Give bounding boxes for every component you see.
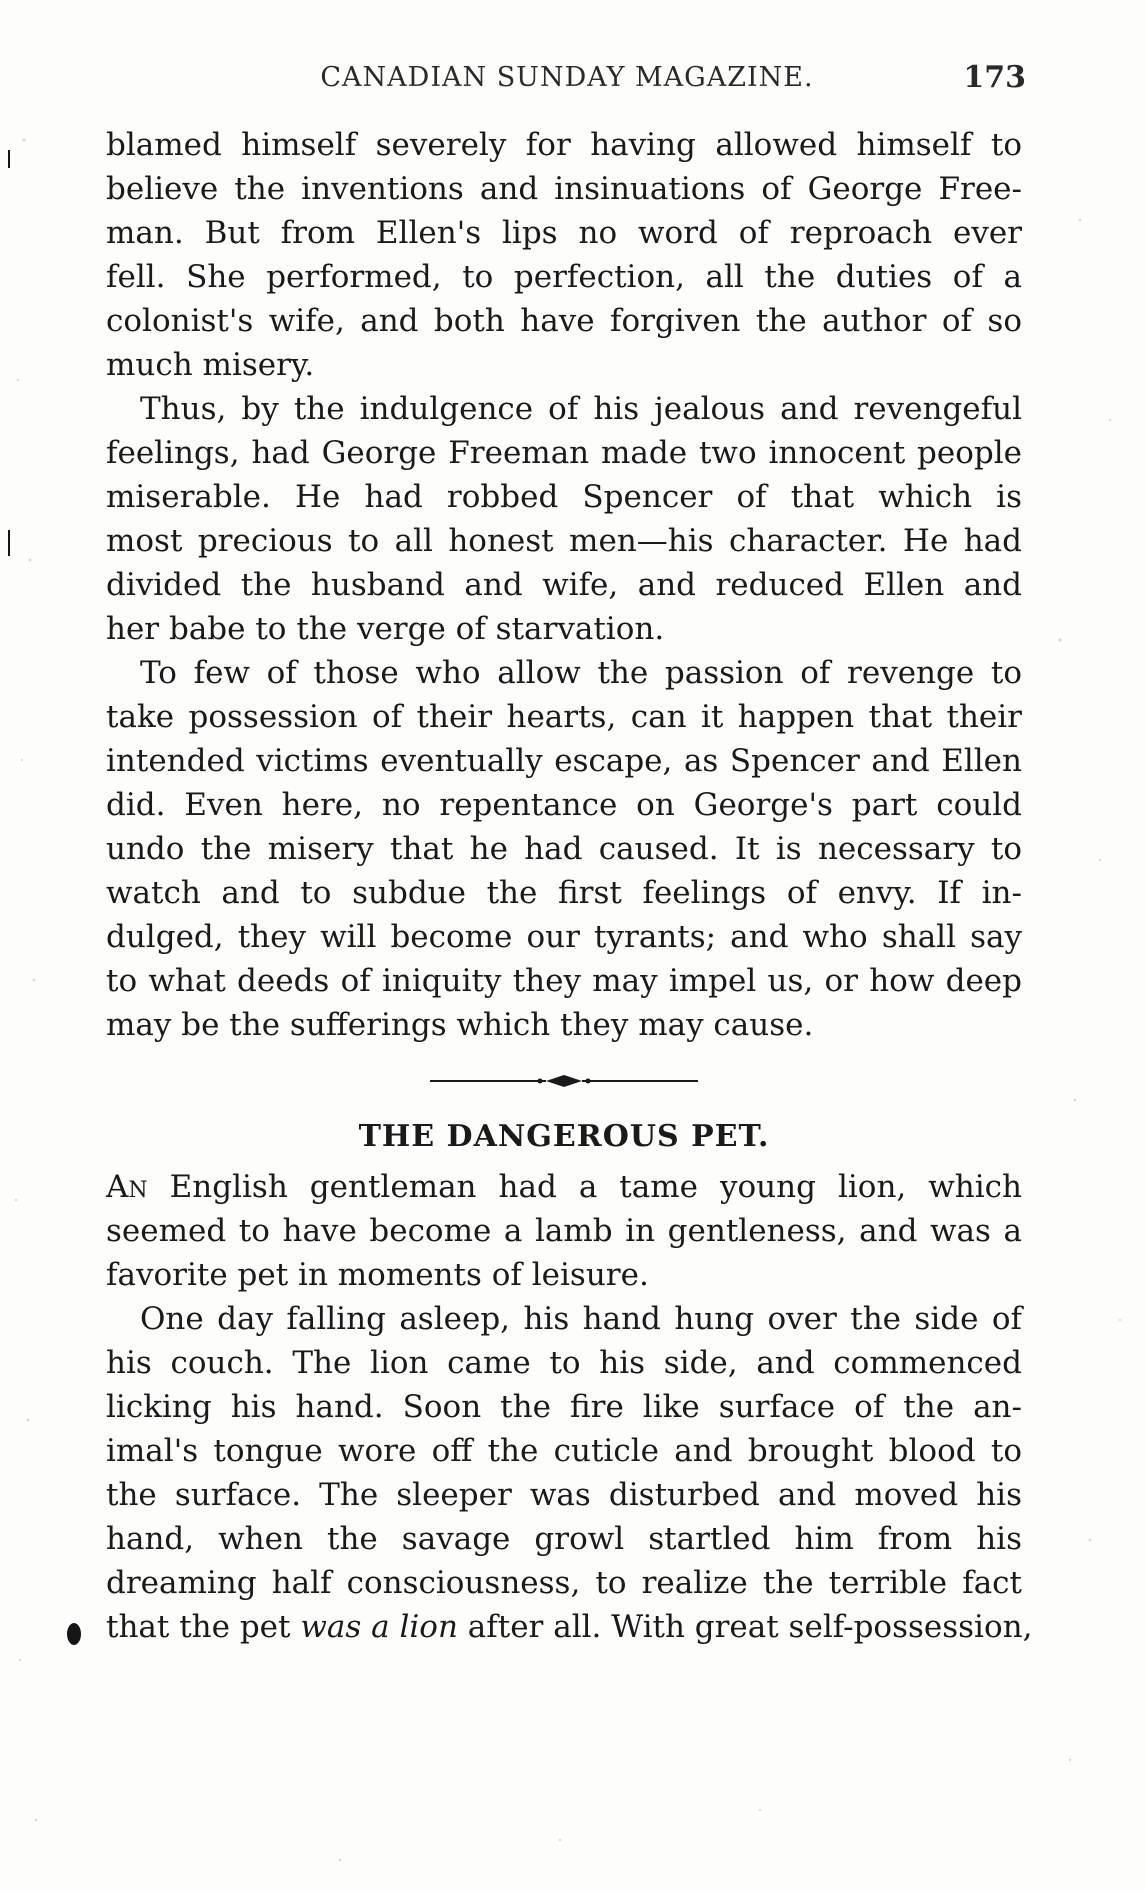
text-line: dulged, they will become our tyrants; and who shall say — [106, 919, 1022, 955]
text-line: miserable. He had robbed Spencer of that which is — [106, 479, 1022, 515]
text-line: much misery. — [106, 347, 315, 383]
line-text: after all. With great self-possession, — [467, 1609, 1033, 1645]
opening-word: An — [106, 1169, 148, 1205]
text-line: divided the husband and wife, and reduced Ellen and — [106, 567, 1022, 603]
text-line: To few of those who allow the passion of revenge to — [140, 655, 1022, 691]
text-line: believe the inventions and insinuations of George Free- — [106, 171, 1022, 207]
text-line: blamed himself severely for having allowed himself to — [106, 127, 1022, 163]
text-line: the surface. The sleeper was disturbed and moved his — [106, 1477, 1022, 1513]
text-line: Thus, by the indulgence of his jealous and revengeful — [140, 391, 1022, 427]
page-number: 173 — [963, 60, 1026, 95]
story-paragraph-2 — [106, 387, 1022, 651]
text-line: colonist's wife, and both have forgiven the author of so — [106, 303, 1022, 339]
text-line: intended victims eventually escape, as Spencer and Ellen — [106, 743, 1022, 779]
text-line: undo the misery that he had caused. It is necessary to — [106, 831, 1022, 867]
text-line: his couch. The lion came to his side, and commenced — [106, 1345, 1022, 1381]
story-paragraph-3 — [106, 651, 1022, 1047]
article-paragraph-1 — [106, 1165, 1022, 1297]
line-text: English gentleman had a tame young lion, which — [169, 1169, 1023, 1205]
text-line: to what deeds of iniquity they may impel us, or how deep — [106, 963, 1022, 999]
text-line: dreaming half consciousness, to realize the terrible fact — [106, 1565, 1022, 1601]
text-line: take possession of their hearts, can it happen that their — [106, 699, 1022, 735]
running-head — [108, 56, 1026, 96]
text-line: did. Even here, no repentance on George's part could — [106, 787, 1022, 823]
page-body — [106, 123, 1033, 1649]
article-title: THE DANGEROUS PET. — [358, 1119, 770, 1154]
text-line: watch and to subdue the first feelings of envy. If in- — [106, 875, 1022, 911]
text-line: imal's tongue wore off the cuticle and brought blood to — [106, 1433, 1022, 1469]
line-text: that the pet — [106, 1609, 291, 1645]
text-line: her babe to the verge of starvation. — [106, 611, 665, 647]
text-line: man. But from Ellen's lips no word of reproach ever — [106, 215, 1022, 251]
article-paragraph-2 — [106, 1297, 1033, 1649]
text-line: seemed to have become a lamb in gentleness, and was a — [106, 1213, 1022, 1249]
text-line — [106, 1165, 1022, 1209]
running-title: CANADIAN SUNDAY MAGAZINE. — [320, 62, 814, 93]
text-line: may be the sufferings which they may cause. — [106, 1007, 814, 1043]
text-line: One day falling asleep, his hand hung over the side of — [140, 1301, 1022, 1337]
ornamental-divider — [424, 1071, 704, 1091]
italic-phrase: was a lion — [300, 1609, 458, 1645]
text-line: feelings, had George Freeman made two innocent people — [106, 435, 1022, 471]
text-line: licking his hand. Soon the fire like surface of the an- — [106, 1389, 1022, 1425]
text-line: most precious to all honest men—his character. He had — [106, 523, 1022, 559]
story-paragraph-1 — [106, 123, 1022, 387]
text-line: fell. She performed, to perfection, all the duties of a — [106, 259, 1022, 295]
text-line: favorite pet in moments of leisure. — [106, 1257, 649, 1293]
text-line: hand, when the savage growl startled him from his — [106, 1521, 1022, 1557]
text-line — [106, 1605, 1033, 1649]
